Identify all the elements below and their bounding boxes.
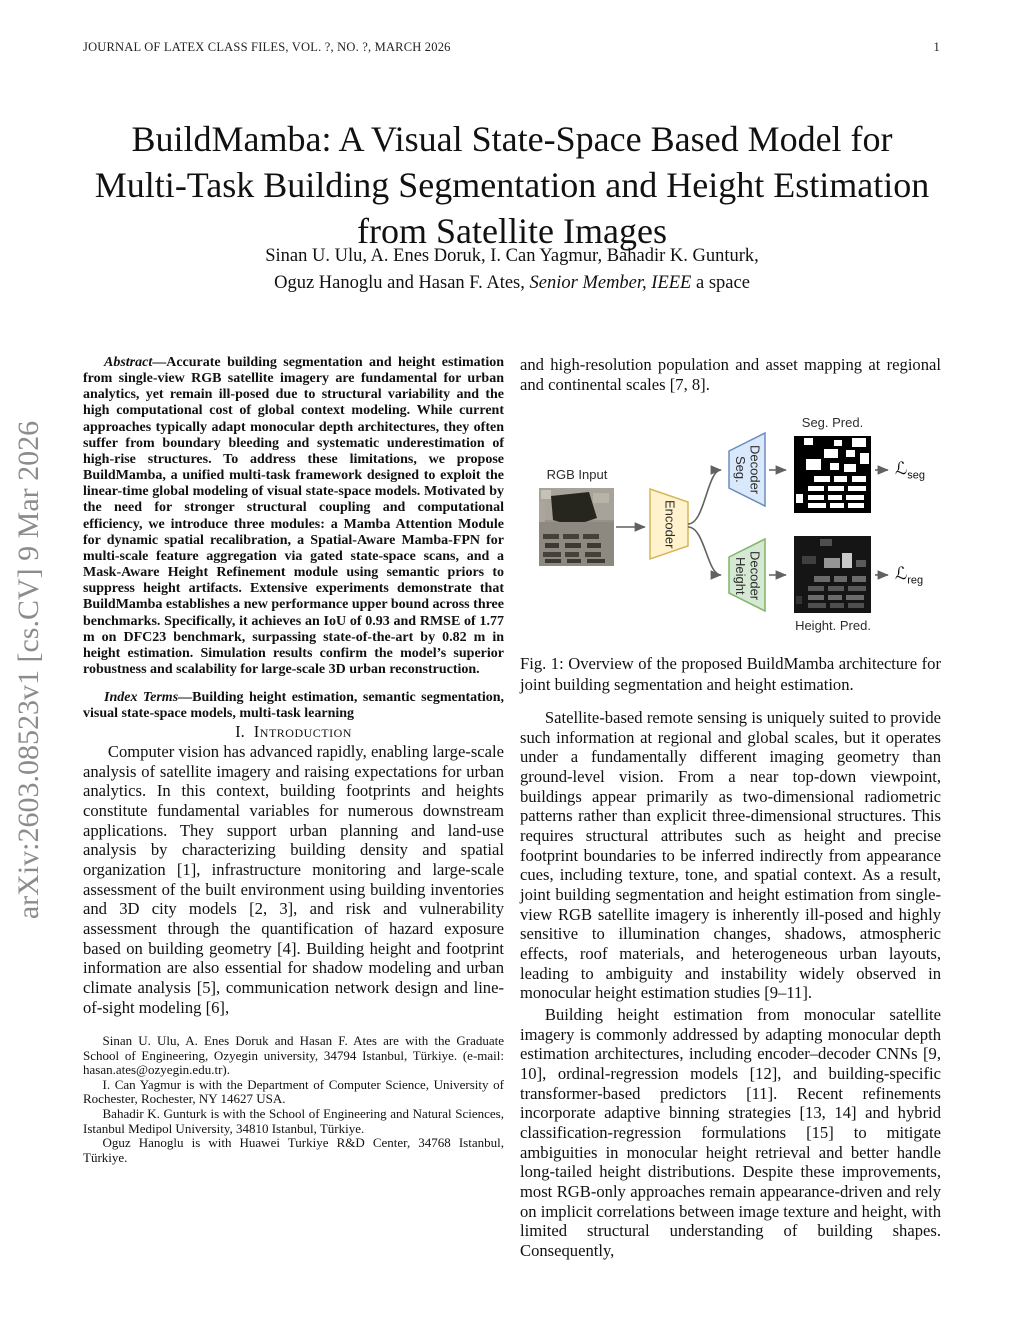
height-decoder-label: Height Decoder [733, 550, 763, 600]
author-membership: Senior Member, IEEE [529, 272, 692, 293]
rgb-input-label: RGB Input [546, 467, 608, 483]
seg-decoder-label: Seg. Decoder [733, 445, 763, 495]
page-header [83, 40, 940, 55]
index-terms-label: Index Terms [104, 690, 179, 706]
arrow-encoder-to-height-decoder [688, 527, 721, 575]
author-line-2-names: Oguz Hanoglu and Hasan F. Ates, [274, 272, 530, 293]
loss-reg-symbol: ℒ$_{reg}$ [895, 564, 924, 587]
seg-pred-label: Seg. Pred. [801, 415, 864, 431]
footnote-1: Sinan U. Ulu, A. Enes Doruk and Hasan F. Ates are with the Graduate School of Engineering, Ozyegin university, 34794 Istanbul, Türkiye. (e-mail: hasan.ates@ozyegin.edu.tr). [83, 1033, 504, 1078]
abstract-paragraph [83, 355, 504, 678]
right-paragraph-1: Satellite-based remote sensing is uniquely suited to provide such information at regional and global scales, but it operates under a fundamentally different imaging geometry than ground-level vision. From a near top-down viewpoint, buildings appear primarily as two-dimensional radiometric patterns rather than explicit three-dimensional structures. This requires structural attributes such as height and precise footprint boundaries to be inferred indirectly from appearance cues, including texture, tone, and spatial context. As a result, joint building segmentation and height estimation from single-view RGB satellite imagery is inherently ill-posed and highly sensitive to illumination changes, shadows, atmospheric effects, roof materials, and heterogeneous urban layouts, leading to ambiguity and instability widely observed in monocular height estimation studies [9–11]. [520, 708, 941, 1003]
figure-1 [519, 408, 959, 646]
footnote-4: Oguz Hanoglu is with Huawei Turkiye R&D Center, 34768 Istanbul, Türkiye. [83, 1135, 504, 1165]
section-number: I. [235, 722, 245, 742]
author-line-2 [92, 270, 932, 297]
footnote-2: I. Can Yagmur is with the Department of Computer Science, University of Rochester, Rochester, NY 14627 USA. [83, 1076, 504, 1107]
author-footnotes [83, 1034, 504, 1165]
rgb-input-image [539, 488, 614, 566]
footnote-3: Bahadir K. Gunturk is with the School of Engineering and Natural Sciences, Istanbul Medipol University, 34810 Istanbul, Türkiye. [83, 1106, 504, 1136]
intro-paragraph-1: Computer vision has advanced rapidly, enabling large-scale analysis of satellite imagery and raising expectations for urban analytics. In this context, building footprints and heights constitute fundamental variables for numerous downstream applications. They support urban planning and land-use analysis by characterizing building density and spatial organization [1], infrastructure monitoring and large-scale assessment of the built environment using building inventories and 3D city models [2, 3], and risk and vulnerability assessment through the quantification of hazard exposure based on building geometry [4]. Building height and footprint information are also essential for shadow modeling and urban climate analysis [5], communication network design and line-of-sight modeling [6], [83, 742, 504, 1017]
abstract-text: —Accurate building segmentation and height estimation from single-view RGB satellite imagery are fundamental for urban analytics, yet remain ill-posed due to structural variability and the high computational cost of global context modeling. While current approaches typically adapt monocular depth architectures, they often suffer from boundary bleeding and systematic underestimation of high-rise structures. To address these limitations, we propose BuildMamba, a unified multi-task framework designed to exploit the linear-time global modeling of visual state-space models. Motivated by the need for stronger structural coupling and computational efficiency, we introduce three modules: a Mamba Attention Module for dynamic spatial recalibration, a Spatial-Aware Mamba-FPN for multi-scale feature aggregation via gated state-space scans, and a Mask-Aware Height Refinement module using semantic priors to suppress height artifacts. Extensive experiments demonstrate that BuildMamba establishes a new performance upper bound across three benchmarks. Specifically, it achieves an IoU of 0.93 and RMSE of 1.77 m on DFC23 benchmark, surpassing state-of-the-art by 0.82 m in height estimation. Simulation results confirm the model’s superior robustness and scalability for large-scale 3D urban reconstruction. [83, 355, 504, 677]
section-title: Introduction [253, 722, 352, 742]
journal-header-text: JOURNAL OF LATEX CLASS FILES, VOL. ?, NO. ?, MARCH 2026 [83, 40, 451, 54]
right-paragraph-continuation: and high-resolution population and asset mapping at regional and continental scales [7, 8]. [520, 355, 941, 394]
paper-title: BuildMamba: A Visual State-Space Based Model for Multi-Task Building Segmentation and Height Estimation from Satellite Images [94, 119, 930, 252]
encoder-label: Encoder [662, 500, 678, 549]
figure-1-caption: Fig. 1: Overview of the proposed BuildMamba architecture for joint building segmentation and height estimation. [520, 654, 941, 695]
index-terms [83, 690, 504, 722]
right-paragraph-2: Building height estimation from monocular satellite imagery is commonly addressed by adapting monocular depth estimation architectures, including encoder–decoder CNNs [9, 10], ordinal-regression models [12], and building-specific transformer-based predictors [11]. Recent refinements incorporate adaptive binning strategies [13, 14] and hybrid classification-regression formulations [15] to mitigate ambiguities in monocular height retrieval and better handle long-tailed height distributions. Despite these improvements, most RGB-only approaches remain appearance-driven and rely on implicit correlations between image texture and height, with limited structural understanding of building shapes. Consequently, [520, 1004, 941, 1260]
loss-seg-symbol: ℒ$_{seg}$ [895, 459, 925, 482]
page-number: 1 [933, 40, 940, 54]
author-block [92, 243, 932, 297]
author-line-2-suffix: a space [691, 272, 750, 293]
section-heading-introduction [83, 722, 504, 742]
left-column [83, 355, 504, 1165]
arrow-encoder-to-seg-decoder [688, 470, 721, 524]
author-line-1: Sinan U. Ulu, A. Enes Doruk, I. Can Yagmur, Bahadir K. Gunturk, [265, 246, 759, 266]
seg-pred-image [794, 436, 871, 513]
abstract-label: Abstract [104, 355, 153, 370]
arxiv-watermark: arXiv:2603.08523v1 [cs.CV] 9 Mar 2026 [12, 420, 45, 920]
index-terms-text: —Building height estimation, semantic segmentation, visual state-space models, multi-task learning [83, 690, 504, 722]
height-pred-label: Height. Pred. [795, 618, 871, 634]
height-pred-image [794, 536, 871, 613]
right-column [520, 355, 941, 1261]
